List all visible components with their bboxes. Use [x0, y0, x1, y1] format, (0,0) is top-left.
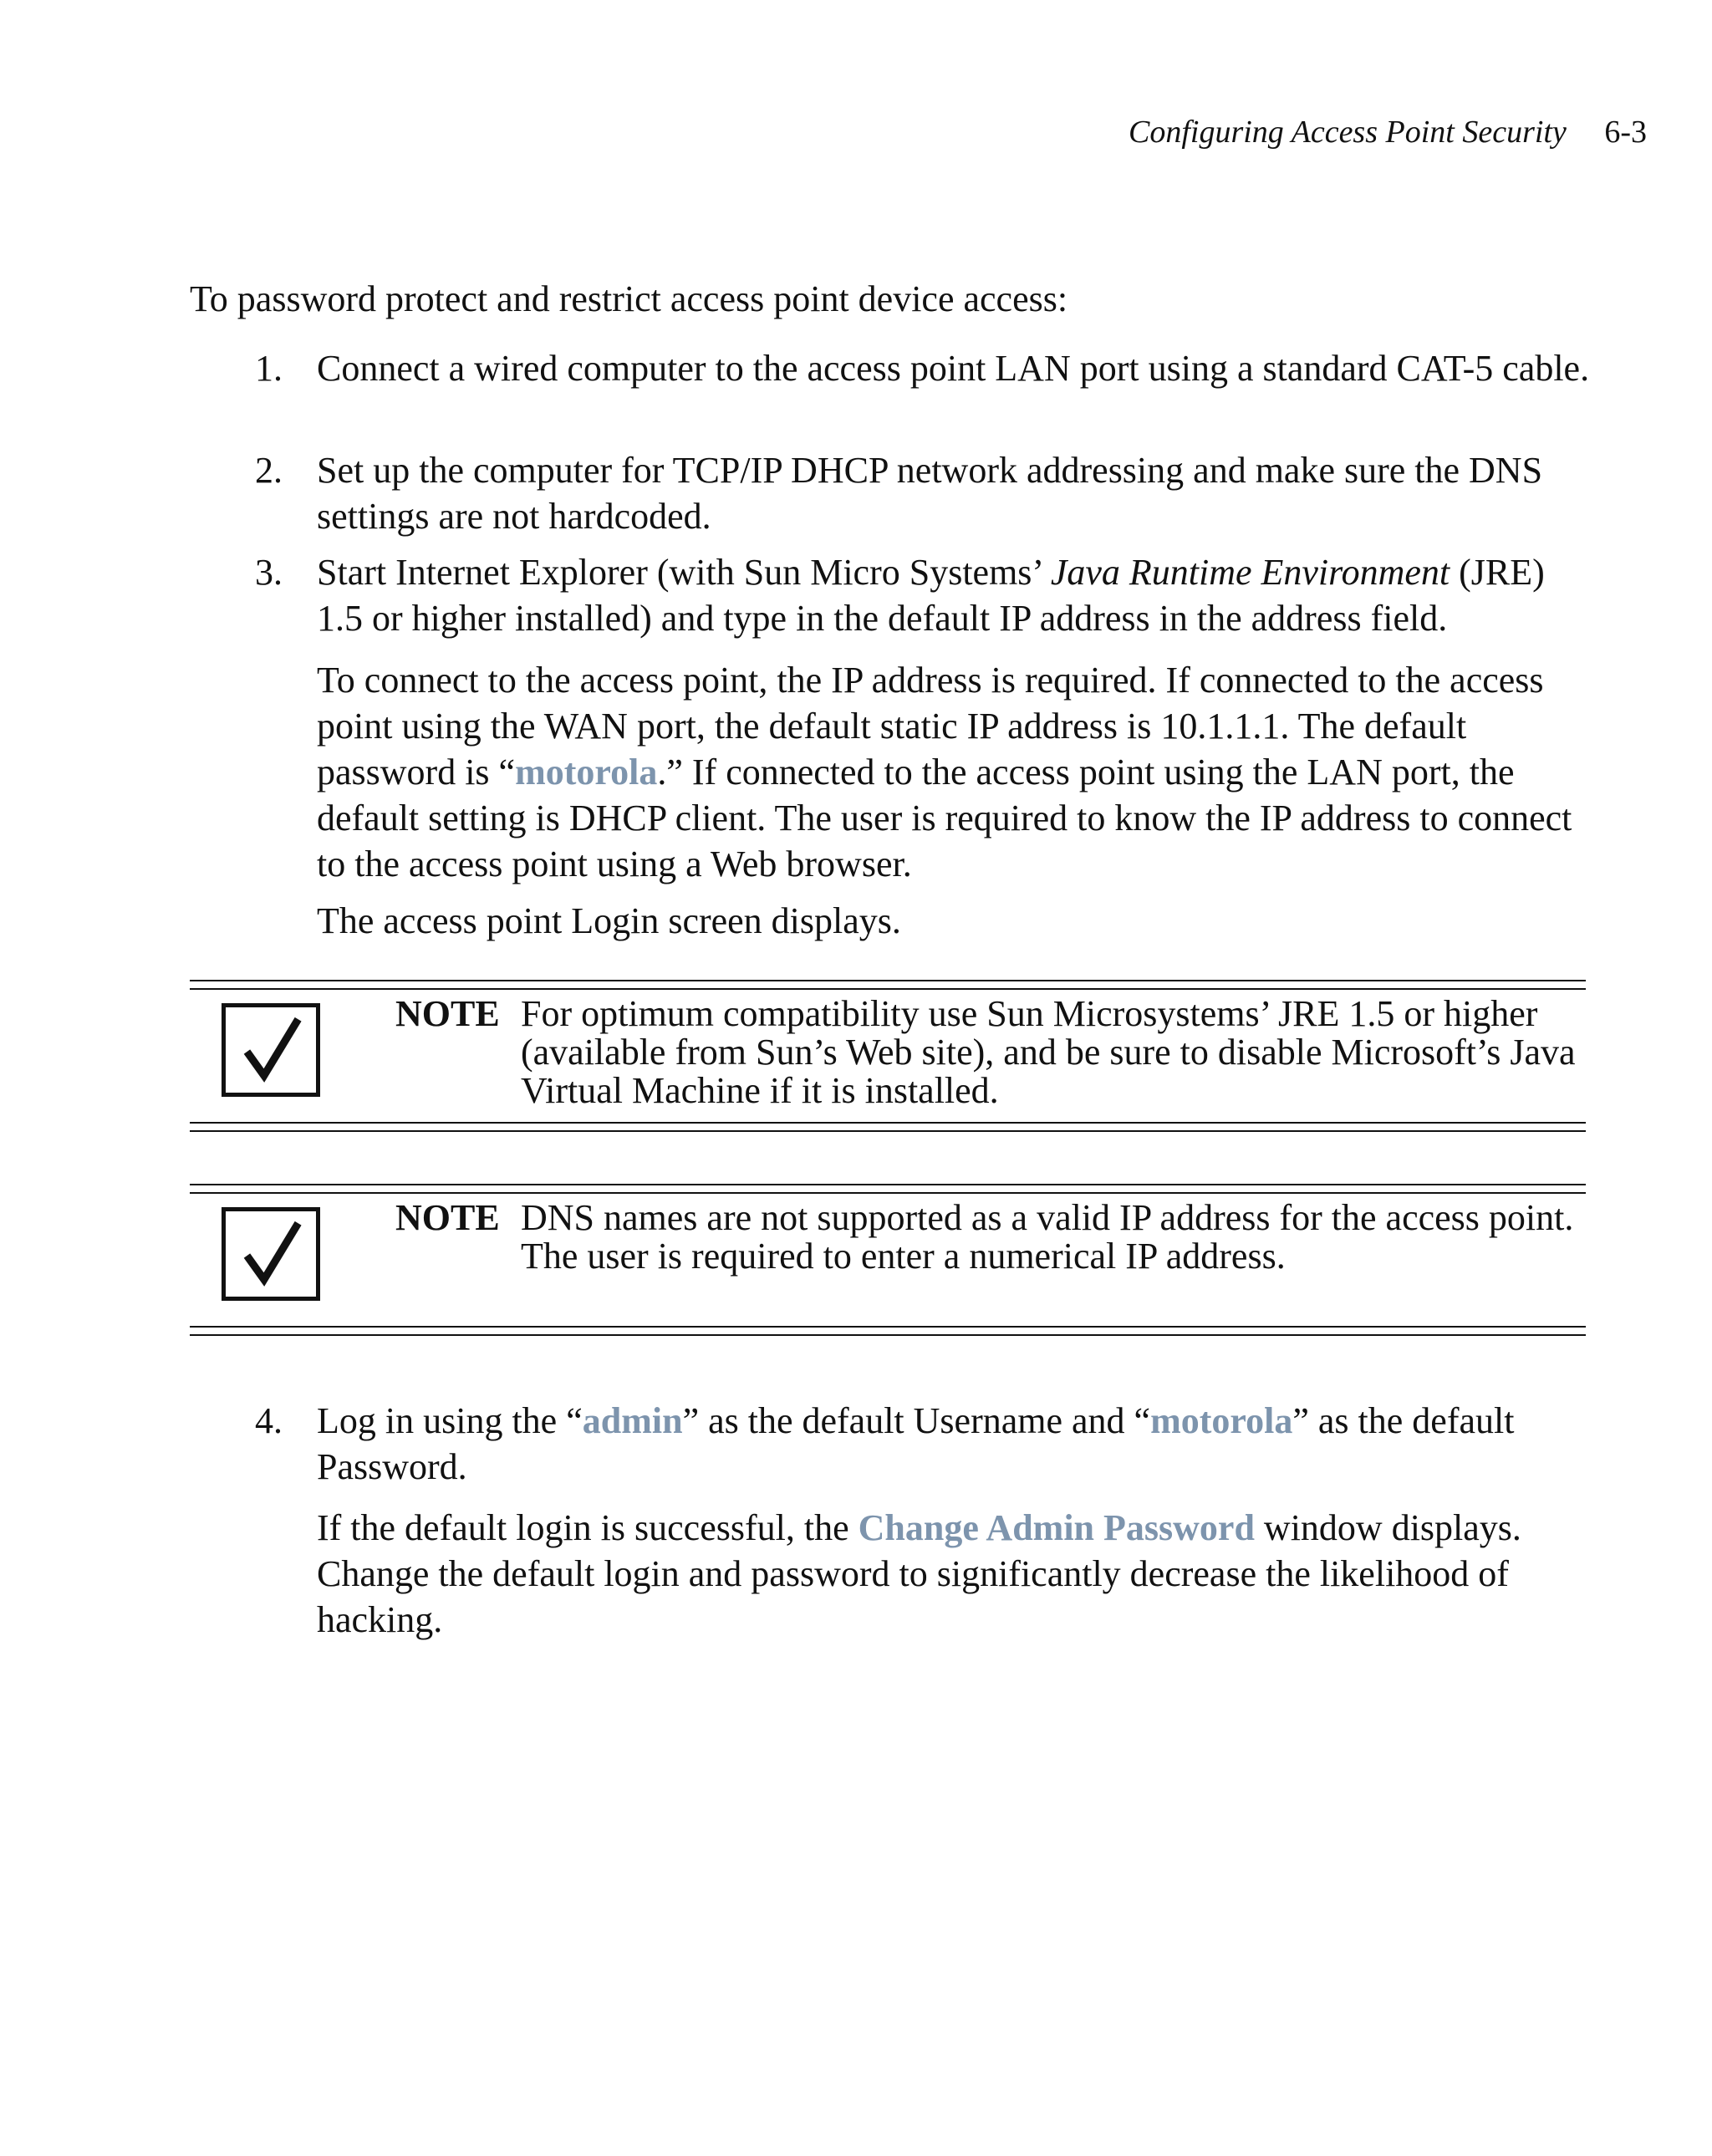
java-runtime-term: Java Runtime Environment [1050, 552, 1450, 593]
step-3-connection-paragraph [317, 657, 1596, 887]
step-number: 1. [255, 348, 283, 389]
step-3-login-paragraph: The access point Login screen displays. [317, 900, 901, 941]
default-password-keyword: motorola [515, 752, 658, 793]
change-admin-password-keyword: Change Admin Password [858, 1507, 1255, 1548]
paragraph-part: .” If connected to the access point using the LAN port, the default setting is DHCP client. The user is required to know the IP address to connect to the access point using a Web browser. [317, 752, 1572, 884]
page-number: 6-3 [1604, 115, 1647, 150]
note-bottom-rule [190, 1130, 1586, 1132]
step-text-part: (JRE) 1.5 or higher installed) and type in the default IP address in the address field. [317, 552, 1545, 639]
username-keyword: admin [582, 1400, 683, 1441]
note-text: For optimum compatibility use Sun Microsystems’ JRE 1.5 or higher (available from Sun’s Web site), and be sure to disable Microsoft’s Java Virtual Machine if it is installed. [521, 993, 1576, 1111]
note-bottom-rule [190, 1334, 1586, 1336]
note-box [190, 980, 1586, 1134]
step-number: 3. [255, 552, 283, 593]
password-keyword: motorola [1150, 1400, 1293, 1441]
note-top-rule [190, 988, 1586, 990]
step-text [317, 549, 1596, 641]
note-label: NOTE [395, 1197, 500, 1238]
step-text-part: Start Internet Explorer (with Sun Micro Systems’ [317, 552, 1051, 593]
step-number: 4. [255, 1400, 283, 1441]
note-text: DNS names are not supported as a valid IP address for the access point. The user is required to enter a numerical IP address. [521, 1197, 1574, 1277]
step-text [317, 1398, 1596, 1490]
note-bottom-rule [190, 1326, 1586, 1328]
step-text-part: ” as the default Password. [317, 1400, 1515, 1487]
intro-paragraph: To password protect and restrict access point device access: [190, 278, 1068, 319]
step-text-part: Log in using the “ [317, 1400, 583, 1441]
paragraph-part: window displays. Change the default login and password to significantly decrease the likelihood of hacking. [317, 1507, 1521, 1640]
step-number: 2. [255, 450, 283, 491]
page-header [1129, 114, 1647, 150]
note-box [190, 1184, 1586, 1338]
note-label: NOTE [395, 993, 500, 1034]
note-top-rule [190, 1192, 1586, 1194]
section-title: Configuring Access Point Security [1129, 115, 1567, 150]
step-text-part: ” as the default Username and “ [682, 1400, 1151, 1441]
step-text: Set up the computer for TCP/IP DHCP network addressing and make sure the DNS settings are not hardcoded. [317, 450, 1543, 537]
paragraph-part: To connect to the access point, the IP address is required. If connected to the access point using the WAN port, the default static IP address is 10.1.1.1. The default password is “ [317, 660, 1544, 793]
paragraph-part: If the default login is successful, the [317, 1507, 859, 1548]
checkmark-box-icon [222, 1003, 320, 1097]
step-text: Connect a wired computer to the access point LAN port using a standard CAT-5 cable. [317, 348, 1590, 389]
note-bottom-rule [190, 1122, 1586, 1124]
step-4-result-paragraph [317, 1505, 1596, 1643]
checkmark-box-icon [222, 1207, 320, 1301]
note-top-rule [190, 980, 1586, 981]
note-top-rule [190, 1184, 1586, 1185]
